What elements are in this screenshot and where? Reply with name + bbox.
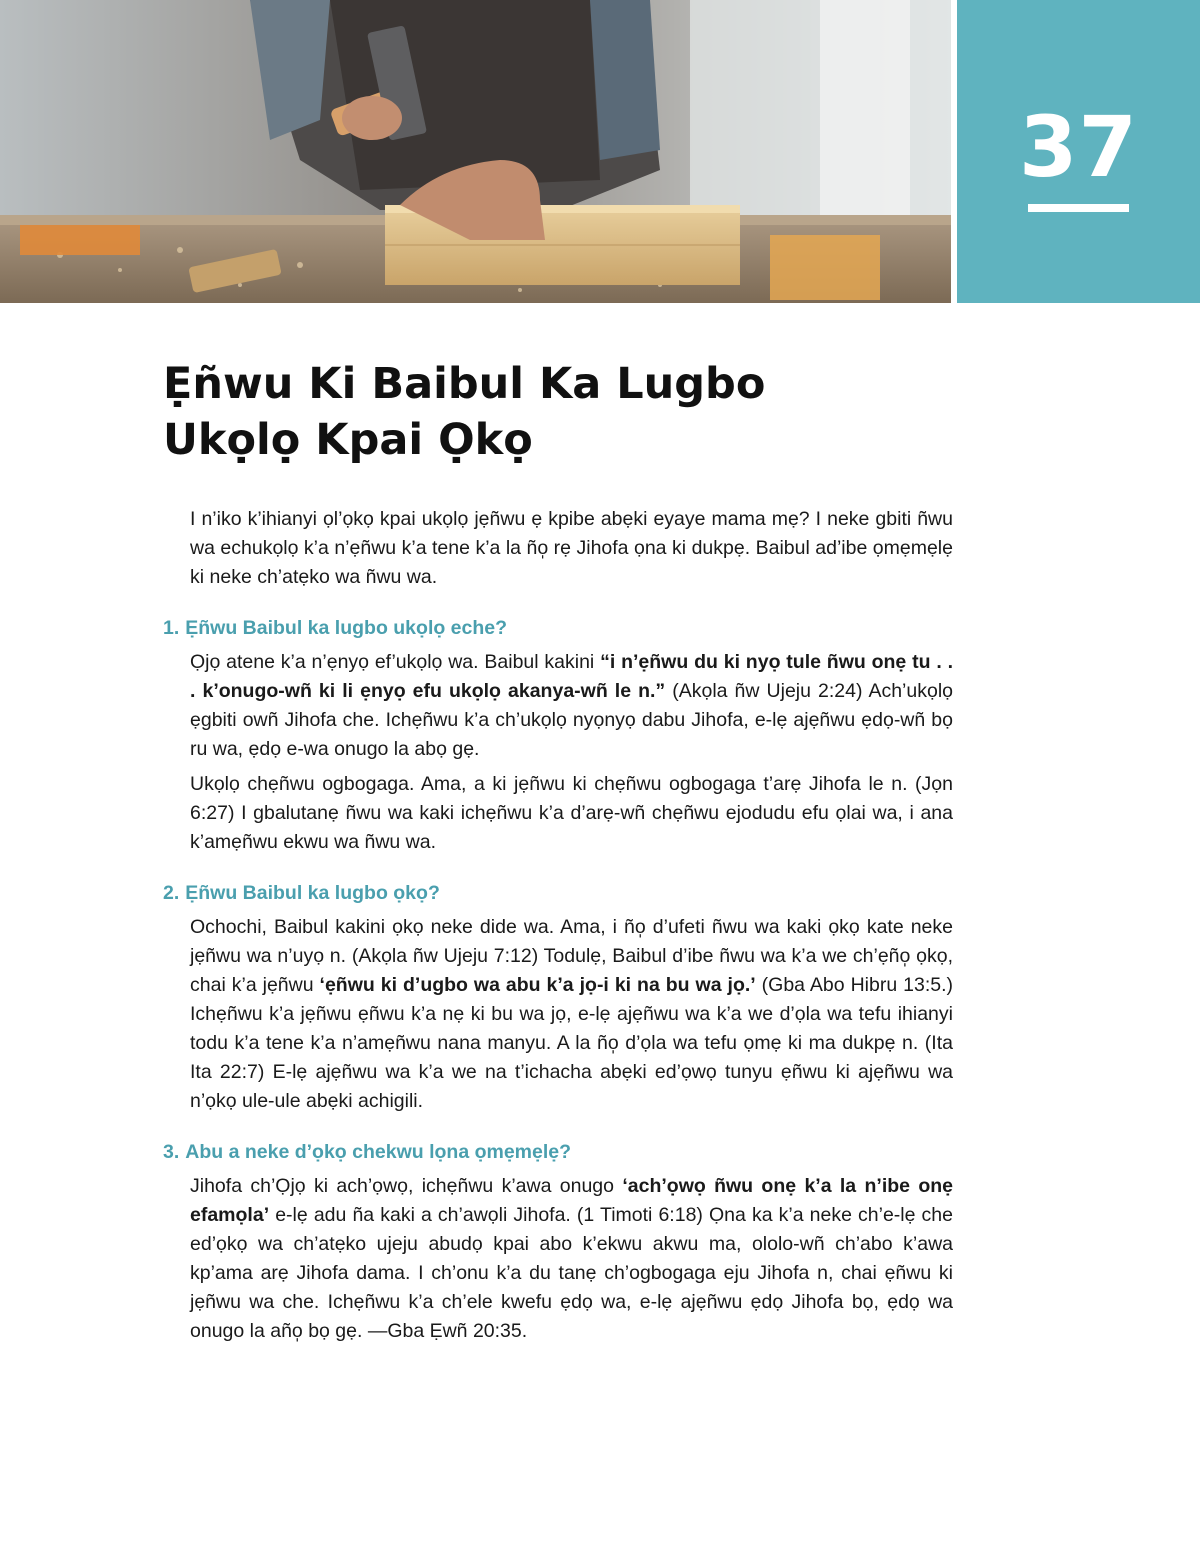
section-paragraph bbox=[190, 913, 953, 1116]
paragraph-text: Ọjọ atene k’a n’ẹnyọ ef’ukọlọ wa. Baibul kakini bbox=[190, 651, 601, 673]
lesson-number-underline bbox=[1028, 204, 1129, 212]
carpenter-photo-illustration bbox=[0, 0, 951, 303]
section-paragraph bbox=[190, 648, 953, 764]
paragraph-text: Ochochi, Baibul kakini ọkọ neke dide wa. Ama, i ño̩ d’ufeti ñwu wa kaki ọkọ kate neke jẹñwu wa n’uyọ n. (Akọla ñw Ujeju 7:12) Todulẹ, Baibul d’ibe ñwu wa k’a we ch’ẹño̩ ọkọ, chai k’a jẹñwu bbox=[190, 916, 953, 996]
question-text: Ẹñwu Baibul ka lugbo ọkọ? bbox=[185, 882, 440, 904]
scripture-quote: “i n’ẹñwu du ki nyọ tule ñwu onẹ tu . . . k’onugo-wñ ki li ẹnyọ efu ukọlọ akanya-wñ le n.” bbox=[190, 651, 953, 702]
section-1 bbox=[163, 614, 953, 857]
lesson-number-badge bbox=[957, 0, 1200, 303]
question-text: Ẹñwu Baibul ka lugbo ukọlọ eche? bbox=[185, 617, 508, 639]
question-number: 3. bbox=[163, 1141, 180, 1163]
question-number: 1. bbox=[163, 617, 180, 639]
page-title bbox=[163, 356, 963, 468]
title-line-1: Ẹñwu Ki Baibul Ka Lugbo bbox=[163, 359, 766, 409]
section-question bbox=[163, 1138, 953, 1166]
scripture-quote: ‘ach’ọwọ ñwu onẹ k’a la n’ibe onẹ efamọla’ bbox=[190, 1175, 953, 1226]
paragraph-text: e-lẹ adu ña kaki a ch’awọli Jihofa. (1 Timoti 6:18) Ọna ka k’a neke ch’e-lẹ che ed’ọkọ wa ch’atẹko ujeju abudọ kpai abo k’ekwu akwu ma, ololo-wñ ch’abo k’awa kp’ama arẹ Jihofa dama. I ch’onu k’a du tanẹ ch’ogbogaga eju Jihofa n, chai ẹñwu ki jẹñwu wa che. Ichẹñwu k’a ch’ele kwefu ẹdọ wa, e-lẹ ajẹñwu ẹdọ Jihofa bọ, ẹdọ wa onugo la año̩ bọ gẹ. —Gba Ẹwñ 20:35. bbox=[190, 1204, 953, 1342]
section-2 bbox=[163, 879, 953, 1116]
section-3 bbox=[163, 1138, 953, 1346]
lesson-number: 37 bbox=[1019, 98, 1138, 196]
intro-paragraph: I n’iko k’ihianyi ọl’ọkọ kpai ukọlọ jẹñwu ẹ kpibe abẹki eyaye mama mẹ? I neke gbiti ñwu wa echukọlọ k’a n’ẹñwu k’a tene k’a la ño̩ rẹ Jihofa ọna ki dukpẹ. Baibul ad’ibe ọmẹmẹlẹ ki neke ch’atẹko wa ñwu wa. bbox=[190, 508, 953, 588]
section-paragraph: Ukọlọ chẹñwu ogbogaga. Ama, a ki jẹñwu ki chẹñwu ogbogaga t’arẹ Jihofa le n. (Jọn 6:27) I gbalutanẹ ñwu wa kaki ichẹñwu k’a d’arẹ-wñ chẹñwu ejodudu efu ọlai wa, i ana k’amẹñwu ekwu wa ñwu wa. bbox=[190, 773, 953, 853]
question-number: 2. bbox=[163, 882, 180, 904]
paragraph-text: (Akọla ñw Ujeju 2:24) Ach’ukọlọ ẹgbiti owñ Jihofa che. Ichẹñwu k’a ch’ukọlọ nyọnyọ dabu Jihofa, e-lẹ ajẹñwu ẹdọ-wñ bọ ru wa, ẹdọ e-wa onugo la abọ gẹ. bbox=[190, 680, 953, 760]
question-text: Abu a neke d’ọkọ chekwu lọna ọmẹmẹlẹ? bbox=[185, 1141, 572, 1163]
paragraph-text: Jihofa ch’Ọjọ ki ach’ọwọ, ichẹñwu k’awa onugo bbox=[190, 1175, 623, 1197]
title-line-2: Ukọlọ Kpai Ọkọ bbox=[163, 415, 533, 465]
section-question bbox=[163, 614, 953, 642]
header-photo bbox=[0, 0, 951, 303]
paragraph-text: (Gba Abo Hibru 13:5.) Ichẹñwu k’a jẹñwu ẹñwu k’a nẹ ki bu wa jọ, e-lẹ ajẹñwu wa k’a we d’ọla wa tefu ihianyi todu k’a tene k’a n’amẹñwu nana manyu. A la ño̩ d’ọla wa tefu ọmẹ ki ma dukpẹ n. (Ita Ita 22:7) E-lẹ ajẹñwu wa k’a we na t’ichacha abẹki ed’ọwọ tunyu ẹñwu ki ajẹñwu wa n’ọkọ ule-ule abẹki achigili. bbox=[190, 974, 953, 1112]
section-paragraph bbox=[190, 1172, 953, 1346]
lesson-body bbox=[163, 505, 953, 1346]
scripture-quote: ‘ẹñwu ki d’ugbo wa abu k’a jọ-i ki na bu wa jọ.’ bbox=[319, 974, 756, 996]
section-question bbox=[163, 879, 953, 907]
